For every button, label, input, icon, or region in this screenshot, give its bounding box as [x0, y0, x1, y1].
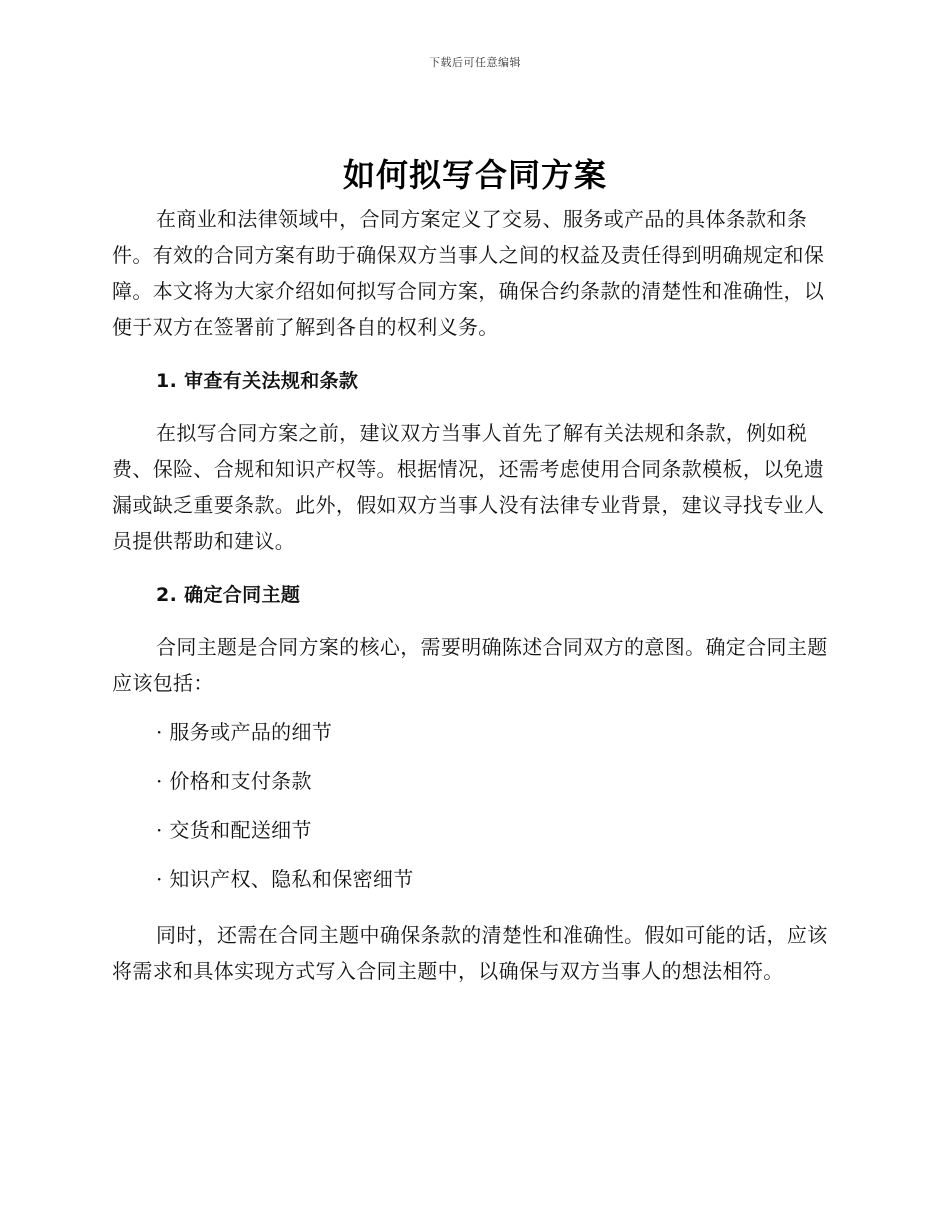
- document-body: [112, 201, 836, 989]
- bullet-item: · 交货和配送细节: [156, 818, 312, 842]
- document-title: 如何拟写合同方案: [342, 156, 607, 194]
- section-2-closing-paragraph: 同时，还需在合同主题中确保条款的清楚性和准确性。假如可能的话，应该将需求和具体实现方式写入合同主题中，以确保与双方当事人的想法相符。: [112, 923, 828, 983]
- section-2-heading: 2. 确定合同主题: [156, 584, 301, 606]
- section-1-paragraph: 在拟写合同方案之前，建议双方当事人首先了解有关法规和条款，例如税费、保险、合规和知识产权等。根据情况，还需考虑使用合同条款模板，以免遗漏或缺乏重要条款。此外，假如双方当事人没有法律专业背景，建议寻找专业人员提供帮助和建议。: [112, 421, 825, 553]
- bullet-item: · 价格和支付条款: [156, 769, 312, 793]
- header-note: 下载后可任意编辑: [429, 56, 521, 69]
- section-2-paragraph: 合同主题是合同方案的核心，需要明确陈述合同双方的意图。确定合同主题应该包括：: [112, 635, 828, 695]
- bullet-item: · 服务或产品的细节: [156, 720, 333, 744]
- intro-paragraph: 在商业和法律领域中，合同方案定义了交易、服务或产品的具体条款和条件。有效的合同方案有助于确保双方当事人之间的权益及责任得到明确规定和保障。本文将为大家介绍如何拟写合同方案，确保合约条款的清楚性和准确性，以便于双方在签署前了解到各自的权利义务。: [112, 207, 825, 339]
- section-1-heading: 1. 审查有关法规和条款: [156, 370, 359, 392]
- bullet-item: · 知识产权、隐私和保密细节: [156, 867, 414, 891]
